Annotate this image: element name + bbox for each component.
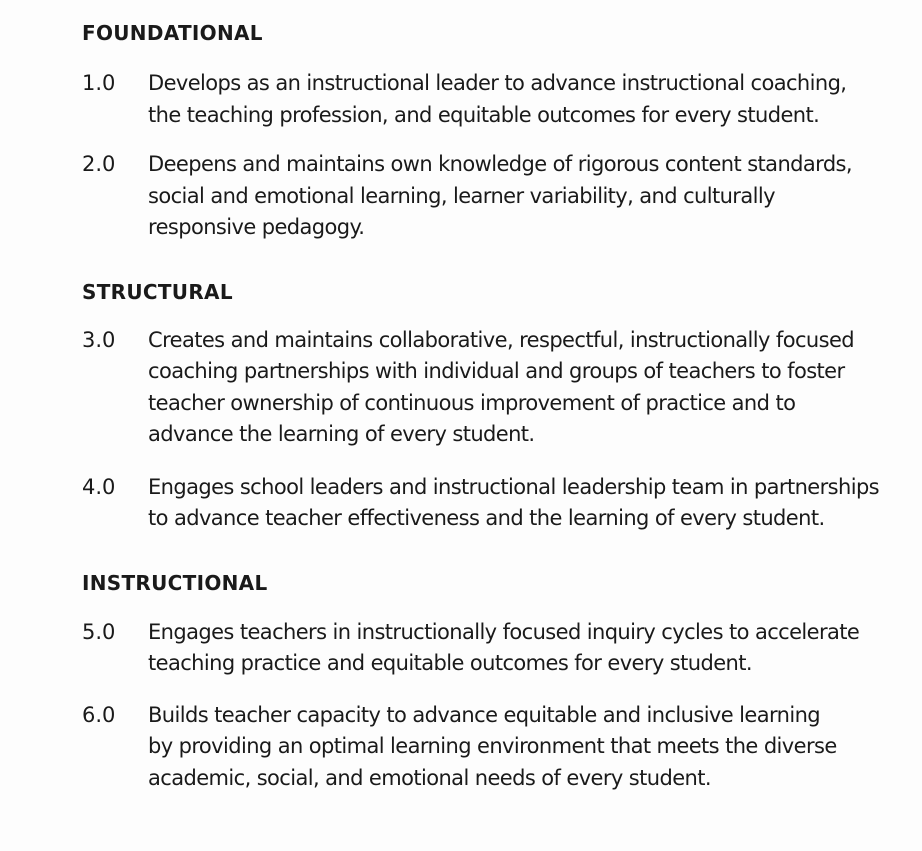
standard-text <box>148 700 902 795</box>
standard-text <box>148 149 902 244</box>
standard-item-5 <box>82 617 902 680</box>
section-heading-structural: STRUCTURAL <box>82 279 233 304</box>
standard-text-line: by providing an optimal learning environment that meets the diverse <box>148 734 837 758</box>
standard-text-line: Engages teachers in instructionally focused inquiry cycles to accelerate <box>148 619 860 644</box>
standard-number: 6.0 <box>82 702 116 727</box>
standard-number: 4.0 <box>82 474 116 499</box>
standard-text-line: Builds teacher capacity to advance equitable and inclusive learning <box>148 702 821 727</box>
standard-item-4 <box>82 472 902 535</box>
standard-number: 3.0 <box>82 327 116 352</box>
standard-text-line: coaching partnerships with individual and groups of teachers to foster <box>148 359 845 383</box>
standard-text-line: advance the learning of every student. <box>148 422 535 446</box>
standard-text-line: Engages school leaders and instructional leadership team in partnerships <box>148 474 880 499</box>
standard-text-line: responsive pedagogy. <box>148 215 365 239</box>
standard-text <box>148 325 902 451</box>
standard-item-3 <box>82 325 902 451</box>
standard-text <box>148 472 902 535</box>
standard-number: 2.0 <box>82 152 116 176</box>
standard-text-line: to advance teacher effectiveness and the learning of every student. <box>148 506 825 530</box>
standard-item-2 <box>82 149 902 244</box>
section-heading-instructional: INSTRUCTIONAL <box>82 570 268 595</box>
standard-number: 5.0 <box>82 619 116 644</box>
standard-text-line: Develops as an instructional leader to advance instructional coaching, <box>148 71 847 95</box>
standards-document <box>82 20 902 794</box>
section-heading-foundational: FOUNDATIONAL <box>82 21 263 45</box>
standard-item-6 <box>82 700 902 795</box>
standard-text-line: teacher ownership of continuous improvement of practice and to <box>148 390 796 415</box>
standard-text-line: Deepens and maintains own knowledge of rigorous content standards, <box>148 152 852 176</box>
standard-text-line: academic, social, and emotional needs of every student. <box>148 765 711 790</box>
standard-number: 1.0 <box>82 71 116 95</box>
standard-text-line: Creates and maintains collaborative, respectful, instructionally focused <box>148 327 855 352</box>
standard-text-line: the teaching profession, and equitable outcomes for every student. <box>148 102 820 127</box>
standard-text <box>148 68 902 131</box>
standard-item-1 <box>82 68 902 131</box>
standard-text-line: teaching practice and equitable outcomes for every student. <box>148 651 752 675</box>
standard-text <box>148 617 902 680</box>
standard-text-line: social and emotional learning, learner variability, and culturally <box>148 183 775 208</box>
